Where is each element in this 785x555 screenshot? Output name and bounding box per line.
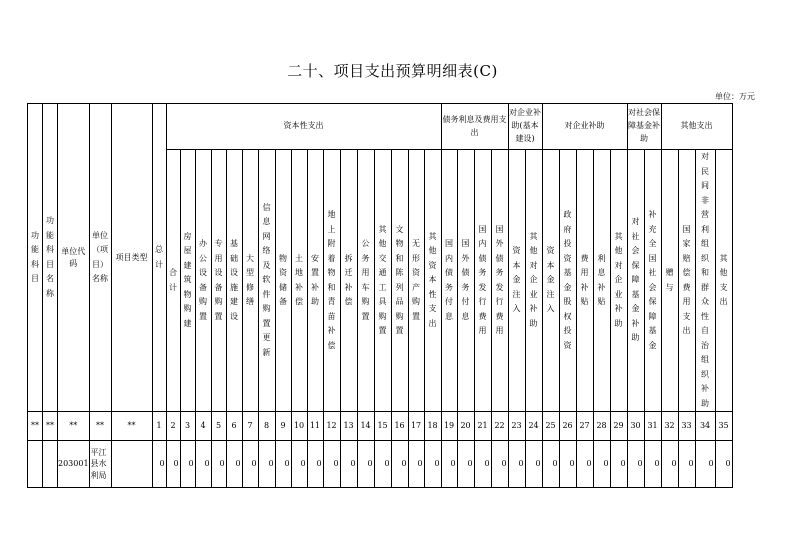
budget-table <box>27 103 733 488</box>
value-cell-28: 0 <box>593 441 610 488</box>
index-cell: 21 <box>474 412 491 441</box>
header-sub-9: 土地补偿 <box>291 150 307 412</box>
value-cell-24: 0 <box>525 441 542 488</box>
value-cell-8: 0 <box>258 441 275 488</box>
header-sub-33: 对民间非营利组织和群众性自治组织补助 <box>695 150 715 412</box>
header-total: 总计 <box>152 104 166 412</box>
index-cell: ** <box>58 412 90 441</box>
index-cell: 16 <box>391 412 408 441</box>
value-cell-30: 0 <box>627 441 644 488</box>
header-sub-4: 专用设备购置 <box>211 150 226 412</box>
index-cell: 2 <box>166 412 180 441</box>
value-cell-26: 0 <box>559 441 576 488</box>
header-group-debt: 债务利息及费用支出 <box>441 104 508 150</box>
value-cell-27: 0 <box>576 441 593 488</box>
value-cell-23: 0 <box>508 441 525 488</box>
index-cell: 34 <box>695 412 715 441</box>
header-sub-27: 利息补贴 <box>593 150 610 412</box>
unit-label: 单位：万元 <box>715 92 755 101</box>
header-sub-20: 国内债务发行费用 <box>474 150 491 412</box>
cell-project-type <box>111 441 152 488</box>
report-title: 二十、项目支出预算明细表(C) <box>287 62 498 80</box>
header-sub-13: 公务用车购置 <box>357 150 374 412</box>
header-sub-18: 国内债务付息 <box>441 150 457 412</box>
header-sub-24: 资本金注入 <box>542 150 559 412</box>
index-cell: 33 <box>678 412 695 441</box>
value-cell-20: 0 <box>457 441 474 488</box>
index-cell: 22 <box>491 412 508 441</box>
value-cell-16: 0 <box>391 441 408 488</box>
value-cell-19: 0 <box>441 441 457 488</box>
header-group-enterprise: 对企业补助 <box>542 104 627 150</box>
value-cell-35: 0 <box>715 441 732 488</box>
index-cell: 14 <box>357 412 374 441</box>
index-cell: 6 <box>226 412 242 441</box>
value-cell-2: 0 <box>166 441 180 488</box>
index-cell: 12 <box>323 412 340 441</box>
index-cell: 35 <box>715 412 732 441</box>
value-cell-10: 0 <box>291 441 307 488</box>
value-cell-17: 0 <box>408 441 424 488</box>
header-sub-3: 办公设备购置 <box>195 150 211 412</box>
header-sub-17: 其他资本性支出 <box>424 150 441 412</box>
header-sub-7: 信息网络及软件购置更新 <box>258 150 275 412</box>
value-cell-3: 0 <box>180 441 195 488</box>
cell-func-subject-name <box>43 441 58 488</box>
index-cell: 29 <box>610 412 627 441</box>
index-cell: ** <box>89 412 111 441</box>
index-cell: 18 <box>424 412 441 441</box>
index-cell: 7 <box>242 412 258 441</box>
value-cell-15: 0 <box>374 441 391 488</box>
value-cell-25: 0 <box>542 441 559 488</box>
header-sub-12: 拆迁补偿 <box>340 150 357 412</box>
index-cell: 30 <box>627 412 644 441</box>
header-sub-19: 国外债务付息 <box>457 150 474 412</box>
index-cell: 27 <box>576 412 593 441</box>
header-sub-21: 国外债务发行费用 <box>491 150 508 412</box>
index-cell: 20 <box>457 412 474 441</box>
index-cell: 25 <box>542 412 559 441</box>
index-cell: 11 <box>307 412 323 441</box>
header-sub-22: 资本金注入 <box>508 150 525 412</box>
header-group-social: 对社会保障基金补助 <box>627 104 661 150</box>
index-cell: 32 <box>661 412 678 441</box>
value-cell-4: 0 <box>195 441 211 488</box>
index-cell: 4 <box>195 412 211 441</box>
header-sub-1: 合计 <box>166 150 180 412</box>
value-cell-14: 0 <box>357 441 374 488</box>
header-func-subject: 功能科目 <box>28 104 43 412</box>
cell-func-subject <box>28 441 43 488</box>
value-cell-33: 0 <box>678 441 695 488</box>
value-cell-21: 0 <box>474 441 491 488</box>
header-sub-8: 物资储备 <box>275 150 291 412</box>
header-sub-29: 对社会保障基金补助 <box>627 150 644 412</box>
cell-unit-code: 203001 <box>58 441 90 488</box>
header-group-other: 其他支出 <box>661 104 732 150</box>
header-sub-6: 大型修缮 <box>242 150 258 412</box>
header-unit-code: 单位代码 <box>58 104 90 412</box>
index-cell: 23 <box>508 412 525 441</box>
index-cell: 8 <box>258 412 275 441</box>
header-sub-2: 房屋建筑物购建 <box>180 150 195 412</box>
header-group-enterprise-capital: 对企业补助(基本建设) <box>508 104 542 150</box>
index-cell: 13 <box>340 412 357 441</box>
value-cell-12: 0 <box>323 441 340 488</box>
index-cell: 9 <box>275 412 291 441</box>
header-sub-32: 国家赔偿费用支出 <box>678 150 695 412</box>
header-sub-25: 政府投资基金股权投资 <box>559 150 576 412</box>
header-sub-10: 安置补助 <box>307 150 323 412</box>
index-cell: 5 <box>211 412 226 441</box>
value-cell-13: 0 <box>340 441 357 488</box>
value-cell-32: 0 <box>661 441 678 488</box>
index-cell: 31 <box>644 412 661 441</box>
index-cell: 24 <box>525 412 542 441</box>
header-func-subject-name: 功能科目名称 <box>43 104 58 412</box>
index-cell: 17 <box>408 412 424 441</box>
header-unit-name: 单位（项目）名称 <box>89 104 111 412</box>
header-sub-11: 地上附着物和青苗补偿 <box>323 150 340 412</box>
index-cell: ** <box>28 412 43 441</box>
header-sub-34: 其他支出 <box>715 150 732 412</box>
header-sub-5: 基础设施建设 <box>226 150 242 412</box>
value-cell-11: 0 <box>307 441 323 488</box>
value-cell-9: 0 <box>275 441 291 488</box>
index-cell: 19 <box>441 412 457 441</box>
index-cell: ** <box>111 412 152 441</box>
value-cell-34: 0 <box>695 441 715 488</box>
index-cell: ** <box>43 412 58 441</box>
header-project-type: 项目类型 <box>111 104 152 412</box>
header-group-capital: 资本性支出 <box>166 104 441 150</box>
value-cell-6: 0 <box>226 441 242 488</box>
cell-unit-name: 平江县水利局 <box>89 441 111 488</box>
index-cell: 26 <box>559 412 576 441</box>
index-cell: 3 <box>180 412 195 441</box>
header-sub-16: 无形资产购置 <box>408 150 424 412</box>
index-cell: 15 <box>374 412 391 441</box>
value-cell-18: 0 <box>424 441 441 488</box>
value-cell-5: 0 <box>211 441 226 488</box>
value-cell-31: 0 <box>644 441 661 488</box>
value-cell-1: 0 <box>152 441 166 488</box>
header-sub-31: 赠与 <box>661 150 678 412</box>
header-sub-26: 费用补贴 <box>576 150 593 412</box>
index-cell: 10 <box>291 412 307 441</box>
index-cell: 1 <box>152 412 166 441</box>
value-cell-22: 0 <box>491 441 508 488</box>
value-cell-29: 0 <box>610 441 627 488</box>
header-sub-15: 文物和陈列品购置 <box>391 150 408 412</box>
header-sub-23: 其他对企业补助 <box>525 150 542 412</box>
header-sub-14: 其他交通工具购置 <box>374 150 391 412</box>
index-cell: 28 <box>593 412 610 441</box>
value-cell-7: 0 <box>242 441 258 488</box>
header-sub-28: 其他对企业补助 <box>610 150 627 412</box>
header-sub-30: 补充全国社会保障基金 <box>644 150 661 412</box>
